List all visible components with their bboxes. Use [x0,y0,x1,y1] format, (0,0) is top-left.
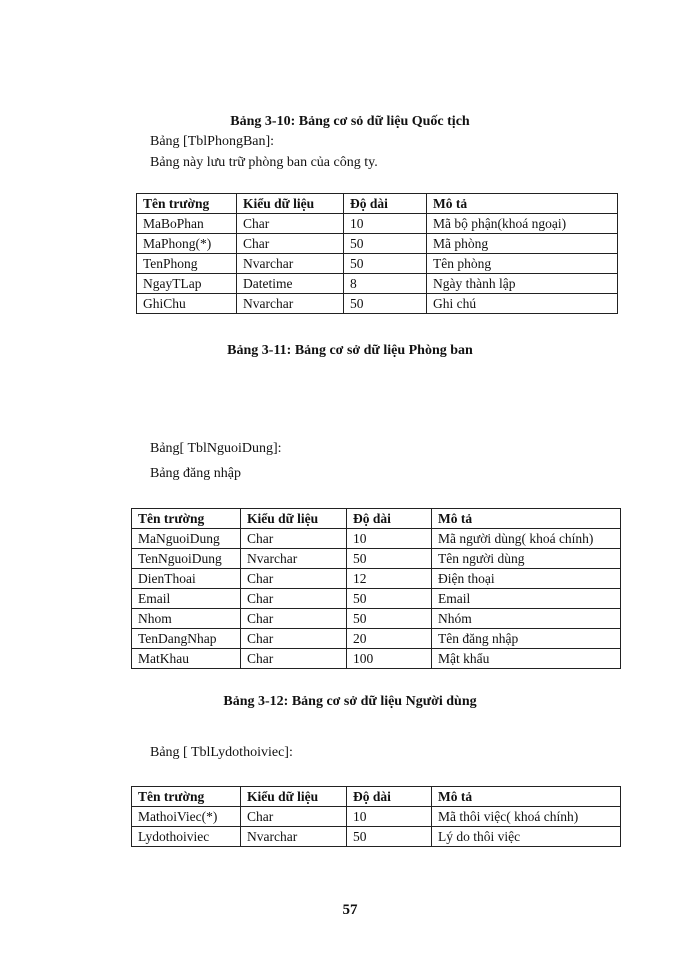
cell-data-type: Nvarchar [241,827,347,847]
cell-data-type: Char [241,569,347,589]
cell-length: 50 [347,609,432,629]
cell-length: 10 [347,807,432,827]
cell-field-name: MaBoPhan [137,214,237,234]
table-row [132,827,621,847]
header-field-name: Tên trường [132,787,241,807]
header-description: Mô tả [432,787,621,807]
section-title-nguoidung: Bảng[ TblNguoiDung]: [150,441,282,456]
header-data-type: Kiểu dữ liệu [237,194,344,214]
header-data-type: Kiểu dữ liệu [241,787,347,807]
section-title-phongban: Bảng [TblPhongBan]: [150,134,275,149]
header-description: Mô tả [432,509,621,529]
table-row [137,294,618,314]
page-number: 57 [342,902,358,918]
header-length: Độ dài [347,509,432,529]
cell-field-name: Nhom [132,609,241,629]
cell-description: Mã thôi việc( khoá chính) [432,807,621,827]
cell-data-type: Char [241,649,347,669]
table-row [137,234,618,254]
header-length: Độ dài [344,194,427,214]
table-header-row [132,787,621,807]
table-row [132,629,621,649]
cell-field-name: NgayTLap [137,274,237,294]
cell-field-name: Email [132,589,241,609]
cell-length: 50 [344,254,427,274]
table-phongban [136,193,618,314]
cell-length: 20 [347,629,432,649]
cell-field-name: Lydothoiviec [132,827,241,847]
header-data-type: Kiểu dữ liệu [241,509,347,529]
cell-data-type: Char [241,609,347,629]
table-row [137,254,618,274]
table-row [132,569,621,589]
cell-description: Tên phòng [427,254,618,274]
cell-length: 10 [344,214,427,234]
cell-data-type: Char [237,214,344,234]
cell-length: 50 [347,589,432,609]
cell-data-type: Nvarchar [237,294,344,314]
cell-data-type: Char [237,234,344,254]
cell-data-type: Char [241,629,347,649]
table-row [132,549,621,569]
section-title-lydothoiviec: Bảng [ TblLydothoiviec]: [150,745,293,760]
cell-length: 8 [344,274,427,294]
cell-length: 50 [347,827,432,847]
cell-length: 12 [347,569,432,589]
table-nguoidung [131,508,621,669]
cell-field-name: TenNguoiDung [132,549,241,569]
table-header-row [132,509,621,529]
section-desc-phongban: Bảng này lưu trữ phòng ban của công ty. [150,155,378,170]
cell-description: Mật khẩu [432,649,621,669]
caption-table-3-10: Bảng 3-10: Bảng cơ sỏ dữ liệu Quốc tịch [230,114,470,129]
header-field-name: Tên trường [132,509,241,529]
cell-field-name: MathoiViec(*) [132,807,241,827]
caption-table-3-12: Bảng 3-12: Bảng cơ sở dữ liệu Người dùng [223,694,477,709]
cell-description: Tên đăng nhập [432,629,621,649]
table-row [132,807,621,827]
cell-description: Email [432,589,621,609]
cell-length: 50 [344,294,427,314]
caption-table-3-11: Bảng 3-11: Bảng cơ sở dữ liệu Phòng ban [227,343,473,358]
cell-description: Mã người dùng( khoá chính) [432,529,621,549]
table-row [137,214,618,234]
cell-data-type: Datetime [237,274,344,294]
cell-description: Mã bộ phận(khoá ngoại) [427,214,618,234]
header-description: Mô tả [427,194,618,214]
cell-length: 50 [347,549,432,569]
header-field-name: Tên trường [137,194,237,214]
cell-length: 100 [347,649,432,669]
header-length: Độ dài [347,787,432,807]
cell-data-type: Nvarchar [237,254,344,274]
cell-data-type: Char [241,529,347,549]
cell-field-name: MaPhong(*) [137,234,237,254]
cell-description: Tên người dùng [432,549,621,569]
cell-field-name: DienThoai [132,569,241,589]
table-row [132,589,621,609]
table-header-row [137,194,618,214]
section-desc-nguoidung: Bảng đăng nhập [150,466,241,481]
cell-length: 10 [347,529,432,549]
cell-description: Lý do thôi việc [432,827,621,847]
cell-description: Ghi chú [427,294,618,314]
table-row [137,274,618,294]
table-row [132,609,621,629]
cell-description: Ngày thành lập [427,274,618,294]
cell-field-name: MatKhau [132,649,241,669]
cell-data-type: Char [241,589,347,609]
table-row [132,529,621,549]
cell-length: 50 [344,234,427,254]
cell-field-name: MaNguoiDung [132,529,241,549]
cell-data-type: Char [241,807,347,827]
cell-description: Mã phòng [427,234,618,254]
table-row [132,649,621,669]
cell-field-name: GhiChu [137,294,237,314]
table-lydothoiviec [131,786,621,847]
cell-data-type: Nvarchar [241,549,347,569]
cell-description: Điện thoại [432,569,621,589]
cell-field-name: TenPhong [137,254,237,274]
cell-description: Nhóm [432,609,621,629]
cell-field-name: TenDangNhap [132,629,241,649]
